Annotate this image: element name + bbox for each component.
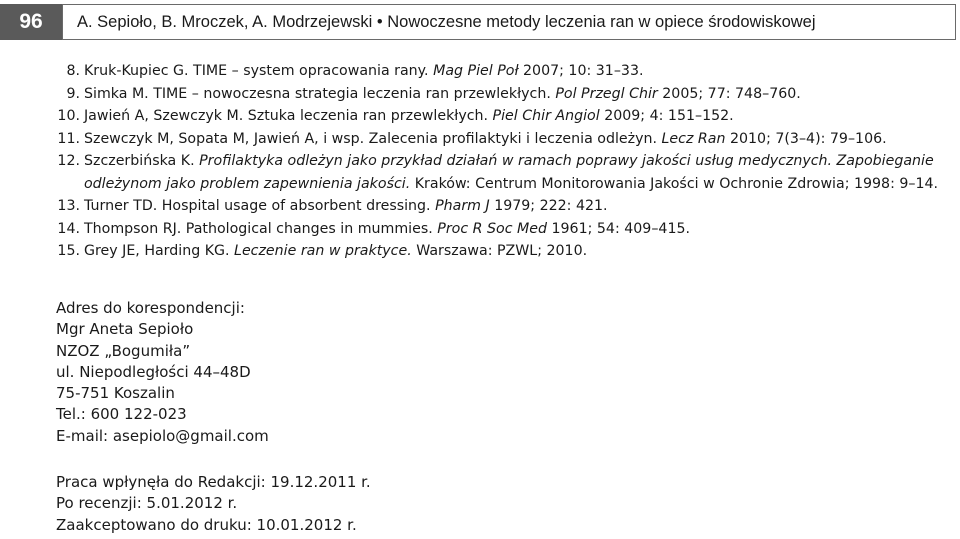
correspondence-address — [56, 298, 269, 447]
reference-item — [56, 105, 960, 128]
correspondence-city: 75-751 Koszalin — [56, 384, 175, 403]
accepted-date: Zaakceptowano do druku: 10.01.2012 r. — [56, 515, 357, 534]
correspondence-institution: NZOZ „Bogumiła” — [56, 341, 191, 360]
reference-authors: Grey JE, Harding KG. — [84, 243, 230, 259]
reference-authors: Szewczyk M, Sopata M, Jawień A, i wsp. Zalecenia profilaktyki i leczenia odleżyn. — [84, 130, 657, 147]
reference-authors: Szczerbińska K. — [84, 153, 195, 169]
reference-number: 10. — [57, 108, 80, 124]
reference-list — [56, 60, 960, 263]
reference-item — [56, 240, 960, 263]
reviewed-date: Po recenzji: 5.01.2012 r. — [56, 494, 238, 513]
reference-details: Warszawa: PZWL; 2010. — [416, 243, 588, 259]
reference-item — [56, 150, 960, 195]
reference-journal: Mag Piel Poł — [433, 63, 519, 79]
reference-number: 8. — [66, 63, 80, 79]
reference-number: 13. — [57, 198, 80, 214]
reference-journal: Pharm J — [435, 198, 490, 214]
reference-journal: Piel Chir Angiol — [492, 108, 600, 124]
reference-number: 14. — [57, 220, 80, 237]
correspondence-email: E-mail: asepiolo@gmail.com — [56, 426, 269, 445]
reference-journal: Lecz Ran — [661, 130, 726, 147]
reference-authors: Simka M. TIME – nowoczesna strategia leczenia ran przewlekłych. — [84, 85, 551, 102]
reference-journal: Proc R Soc Med — [437, 220, 547, 237]
correspondence-phone: Tel.: 600 122-023 — [56, 405, 187, 424]
reference-details: 2007; 10: 31–33. — [523, 63, 644, 79]
reference-authors: Jawień A, Szewczyk M. Sztuka leczenia ran przewlekłych. — [84, 108, 489, 124]
reference-journal: Leczenie ran w praktyce. — [234, 243, 412, 259]
reference-details: 1979; 222: 421. — [494, 198, 608, 214]
page-number: 96 — [0, 4, 62, 40]
received-date: Praca wpłynęła do Redakcji: 19.12.2011 r. — [56, 473, 371, 491]
submission-dates — [56, 472, 371, 536]
correspondence-name: Mgr Aneta Sepioło — [56, 320, 194, 339]
page-header — [0, 4, 960, 40]
reference-number: 9. — [66, 85, 80, 102]
running-title-box — [62, 4, 956, 40]
reference-number: 15. — [57, 243, 80, 259]
reference-authors: Turner TD. Hospital usage of absorbent dressing. — [84, 198, 431, 214]
reference-details: 1961; 54: 409–415. — [551, 220, 691, 237]
reference-number: 12. — [57, 153, 80, 169]
reference-details: 2005; 77: 748–760. — [662, 85, 801, 102]
reference-authors: Kruk-Kupiec G. TIME – system opracowania rany. — [84, 63, 429, 79]
reference-item — [56, 60, 960, 83]
reference-details: Kraków: Centrum Monitorowania Jakości w Ochronie Zdrowia; 1998: 9–14. — [414, 175, 939, 192]
reference-item — [56, 128, 960, 151]
reference-number: 11. — [57, 130, 80, 147]
running-title: A. Sepioło, B. Mroczek, A. Modrzejewski • Nowoczesne metody leczenia ran w opiece środowiskowej — [77, 13, 816, 31]
reference-item — [56, 195, 960, 218]
reference-item — [56, 218, 960, 241]
reference-journal: Profilaktyka odleżyn jako przykład działań w ramach poprawy jakości usług medycznych. Zapobieganie odleżynom jako problem zapewnienia jakości. — [84, 153, 934, 192]
reference-journal: Pol Przegl Chir — [555, 85, 658, 102]
correspondence-heading: Adres do korespondencji: — [56, 299, 245, 317]
reference-authors: Thompson RJ. Pathological changes in mummies. — [84, 220, 433, 237]
correspondence-street: ul. Niepodległości 44–48D — [56, 362, 251, 381]
reference-details: 2009; 4: 151–152. — [604, 108, 734, 124]
reference-details: 2010; 7(3–4): 79–106. — [729, 130, 887, 147]
reference-item — [56, 83, 960, 106]
